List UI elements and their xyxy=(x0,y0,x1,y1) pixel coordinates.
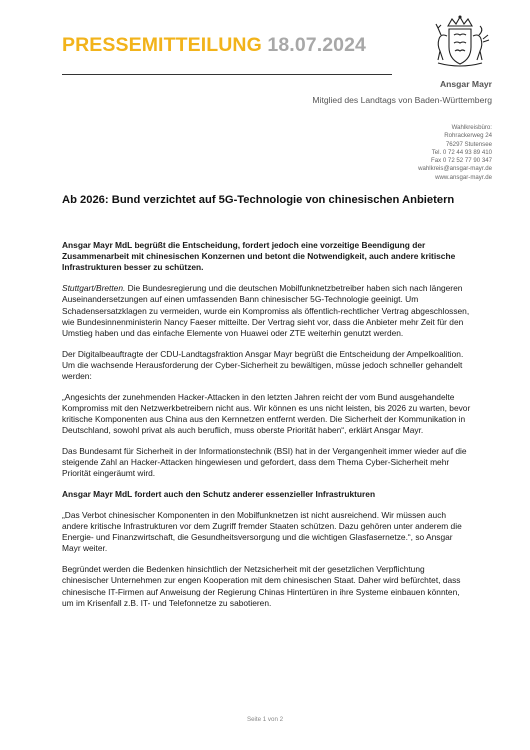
office-street: Rohrackerweg 24 xyxy=(444,132,492,140)
paragraph-2: Der Digitalbeauftragte der CDU-Landtagsfraktion Ansgar Mayr begrüßt die Entscheidung der Ampelkoalition. Um die wachsende Herausforderung der Cyber-Sicherheit zu bewältigen, müsse jedoch schneller gehandelt werden: xyxy=(62,348,464,382)
title-label: PRESSEMITTEILUNG xyxy=(62,34,262,56)
paragraph-4: Das Bundesamt für Sicherheit in der Informationstechnik (BSI) hat in der Vergangenheit immer wieder auf die steigende Zahl an Hacker-Attacken hingewiesen und gefordert, dass dem Thema Cyber-Sicherheit mehr Priorität eingeräumt wird. xyxy=(62,446,467,479)
header-divider xyxy=(62,74,392,75)
office-phone: Tel. 0 72 44 93 89 410 xyxy=(431,148,492,156)
baden-wuerttemberg-coat-of-arms-icon xyxy=(428,14,492,70)
article-body xyxy=(62,240,472,618)
office-city: 76297 Stutensee xyxy=(445,140,492,148)
paragraph-1-text: Die Bundesregierung und die deutschen Mobilfunknetzbetreiber haben sich nach längeren Auseinandersetzungen auf einen umfassenden Bann chinesischer 5G-Technologie geeinigt. Um Schadensersatzklagen zu vermeiden, wurde ein Kompromiss als öffentlich-rechtlicher Vertrag abgeschlossen, wie Bundesinnenministerin Nancy Faeser mitteilte. Der Vertrag sieht vor, dass die Anbieter mehr Zeit für den Umstieg haben und das einfache Elemente von Huawei oder ZTE weiterhin genutzt werden. xyxy=(62,283,470,338)
article-lead: Ansgar Mayr MdL begrüßt die Entscheidung, fordert jedoch eine vorzeitige Beendigung der Zusammenarbeit mit chinesischen Konzernen und betont die Notwendigkeit, auch andere kritische Infrastrukturen besser zu schützen. xyxy=(62,240,456,273)
paragraph-1 xyxy=(62,283,472,339)
dateline: Stuttgart/Bretten. xyxy=(62,283,126,294)
office-website-link[interactable]: www.ansgar-mayr.de xyxy=(435,173,492,181)
member-name: Ansgar Mayr xyxy=(439,79,492,89)
office-heading: Wahlkreisbüro: xyxy=(451,124,492,131)
office-address-block xyxy=(418,124,492,182)
article-headline: Ab 2026: Bund verzichtet auf 5G-Technologie von chinesischen Anbietern xyxy=(62,194,455,206)
title-date: 18.07.2024 xyxy=(267,34,367,56)
quote-paragraph-2: „Das Verbot chinesischer Komponenten in den Mobilfunknetzen ist nicht ausreichend. Wir müssen auch andere kritische Infrastrukturen vor dem Zugriff fremder Staaten schützen. Dazu gehören unter anderem die Energie- und Finanzwirtschaft, die Gesundheitsversorgung und die wichtigen Glasfasernetze.“, so Ansgar Mayr weiter. xyxy=(62,509,462,554)
member-role: Mitglied des Landtags von Baden-Württemberg xyxy=(312,95,492,105)
paragraph-6: Begründet werden die Bedenken hinsichtlich der Netzsicherheit mit der gesetzlichen Verpflichtung chinesischer Unternehmen zur engen Kooperation mit dem chinesischen Staat. Daher wird befürchtet, dass chinesische IT-Firmen auf Anweisung der Regierung Chinas Hintertüren in ihre Systeme einbauen könnten, um im Krisenfall z.B. IT- und Telefonnetze zu sabotieren. xyxy=(62,564,461,608)
office-fax: Fax 0 72 52 77 90 347 xyxy=(431,157,492,164)
press-release-title xyxy=(62,34,366,57)
office-email-link[interactable]: wahlkreis@ansgar-mayr.de xyxy=(418,165,492,173)
page-number: Seite 1 von 2 xyxy=(246,716,284,723)
quote-paragraph-1: „Angesichts der zunehmenden Hacker-Attacken in den letzten Jahren reicht der vom Bund ausgehandelte Kompromiss mit den Netzwerkbetreibern nicht aus. Wir können es uns nicht leisten, bis 2026 zu warten, bevor kritische Komponenten aus China aus den Kernnetzen entfernt werden. Die Sicherheit der Kommunikation in Deutschland, sowohl privat als auch beruflich, muss oberste Priorität haben“, erklärt Ansgar Mayr. xyxy=(62,391,471,436)
section-subheading: Ansgar Mayr MdL fordert auch den Schutz anderer essenzieller Infrastrukturen xyxy=(62,489,376,500)
